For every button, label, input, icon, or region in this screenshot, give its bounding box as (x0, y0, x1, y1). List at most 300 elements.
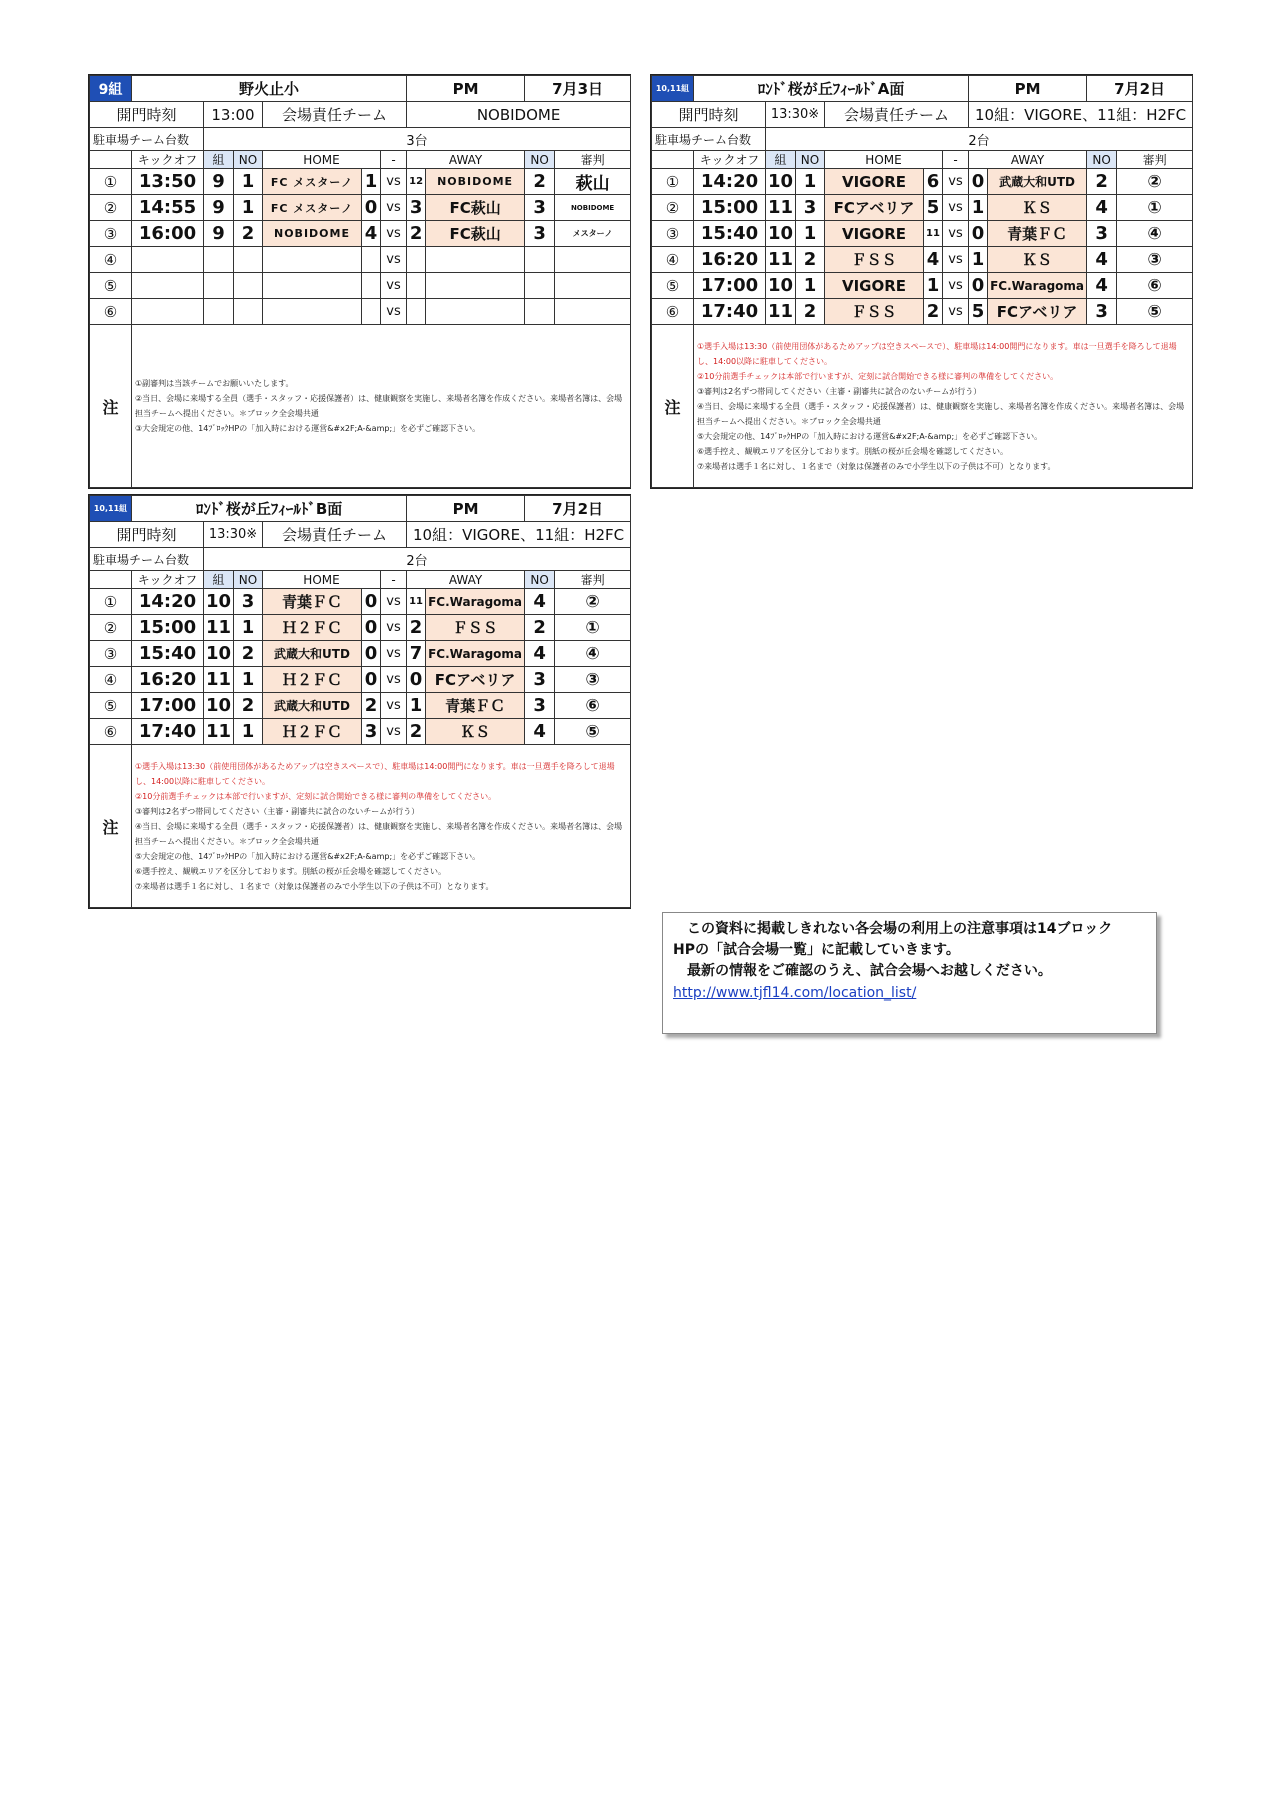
note-line: ②当日、会場に来場する全員（選手・スタッフ・応援保護者）は、健康観察を実施し、来場者名簿を作成ください。来場者名簿は、会場担当チームへ提出ください。＊ブロック全会場共通 (135, 394, 623, 418)
away-no: 4 (525, 719, 555, 745)
open-label: 開門時刻 (652, 102, 766, 128)
away-score: 1 (969, 247, 988, 273)
match-row (90, 169, 631, 195)
referee: NOBIDOME (555, 195, 631, 221)
vs-label: vs (381, 299, 407, 325)
away-score: 2 (407, 221, 426, 247)
note-line: ⑦来場者は選手１名に対し、１名まで（対象は保護者のみで小学生以下の子供は不可）となります。 (135, 881, 494, 891)
home-no: 1 (796, 169, 825, 195)
away-score: 0 (969, 273, 988, 299)
home-score: 1 (362, 169, 381, 195)
away-no: 2 (525, 169, 555, 195)
referee: メスターノ (555, 221, 631, 247)
col-no: NO (525, 151, 555, 169)
col-no: NO (525, 571, 555, 589)
referee: ⑥ (1117, 273, 1193, 299)
home-no: 2 (796, 299, 825, 325)
vs-label: vs (381, 221, 407, 247)
referee: ④ (555, 641, 631, 667)
park-label: 駐車場チーム台数 (90, 128, 204, 151)
match-number: ④ (90, 247, 132, 273)
match-row (90, 273, 631, 299)
match-row (652, 169, 1193, 195)
home-score (362, 299, 381, 325)
col-no: NO (234, 571, 263, 589)
away-no: 4 (1087, 247, 1117, 273)
referee: ① (555, 615, 631, 641)
match-number: ④ (652, 247, 694, 273)
away-no: 4 (1087, 195, 1117, 221)
col-group: 組 (204, 151, 234, 169)
match-row (652, 221, 1193, 247)
away-team: FC.Waragoma (426, 589, 525, 615)
vs-label: vs (943, 195, 969, 221)
col-group: 組 (766, 151, 796, 169)
match-number: ① (652, 169, 694, 195)
group-no: 9 (204, 169, 234, 195)
away-score: 11 (407, 589, 426, 615)
home-team: Ｈ２ＦＣ (263, 667, 362, 693)
away-team: FC萩山 (426, 221, 525, 247)
home-no: 2 (796, 247, 825, 273)
match-number: ⑥ (652, 299, 694, 325)
home-score: 0 (362, 195, 381, 221)
match-number: ⑤ (90, 693, 132, 719)
away-no (525, 247, 555, 273)
away-team: FC萩山 (426, 195, 525, 221)
home-score: 0 (362, 589, 381, 615)
home-no: 2 (234, 641, 263, 667)
notes-text (694, 325, 1193, 488)
period-label: PM (407, 496, 525, 522)
open-time: 13:00 (204, 102, 263, 128)
schedule-table (89, 75, 631, 488)
home-team (263, 273, 362, 299)
kickoff-time: 16:20 (132, 667, 204, 693)
col-no: NO (234, 151, 263, 169)
kickoff-time: 15:00 (694, 195, 766, 221)
open-label: 開門時刻 (90, 522, 204, 548)
match-row (90, 299, 631, 325)
col-blank (652, 151, 694, 169)
match-row (90, 195, 631, 221)
home-no: 1 (234, 195, 263, 221)
referee (555, 273, 631, 299)
away-score: 0 (969, 169, 988, 195)
kickoff-time: 17:00 (132, 693, 204, 719)
notice-line-3: 最新の情報をご確認のうえ、試合会場へお越しください。 (687, 963, 1052, 979)
referee: ④ (1117, 221, 1193, 247)
group-no: 11 (204, 667, 234, 693)
note-line-important: ①選手入場は13:30（前使用団体があるためアップは空きスペースで）、駐車場は14:00開門になります。車は一旦選手を降ろして退場し、14:00以降に駐車してください。 (697, 341, 1177, 366)
referee: 萩山 (555, 169, 631, 195)
note-line: ③大会規定の他、14ﾌﾞﾛｯｸHPの「加入時における運営&#x2F;A-&amp;」を必ずご確認下さい。 (135, 424, 481, 433)
match-number: ③ (652, 221, 694, 247)
col-referee: 審判 (1117, 151, 1193, 169)
kickoff-time (132, 273, 204, 299)
home-score: 5 (924, 195, 943, 221)
away-score: 0 (407, 667, 426, 693)
away-team: ＫＳ (988, 195, 1087, 221)
home-score: 4 (362, 221, 381, 247)
away-no: 3 (525, 667, 555, 693)
col-home: HOME (825, 151, 943, 169)
home-team: FC メスターノ (263, 169, 362, 195)
resp-team: 10組：VIGORE、11組：H2FC (969, 102, 1193, 128)
referee: ⑥ (555, 693, 631, 719)
vs-label: vs (381, 667, 407, 693)
notice-line-1: この資料に掲載しきれない各会場の利用上の注意事項は14ブロック (687, 921, 1113, 937)
home-score (362, 247, 381, 273)
park-count: 2台 (204, 548, 631, 571)
away-no (525, 273, 555, 299)
note-line: ③審判は2名ずつ帯同してください（主審・副審共に試合のないチームが行う） (697, 386, 982, 396)
home-score: 4 (924, 247, 943, 273)
park-label: 駐車場チーム台数 (652, 128, 766, 151)
referee: ① (1117, 195, 1193, 221)
kickoff-time (132, 299, 204, 325)
home-no: 2 (234, 693, 263, 719)
vs-label: vs (381, 719, 407, 745)
col-home: HOME (263, 151, 381, 169)
away-score: 1 (969, 195, 988, 221)
resp-label: 会場責任チーム (263, 522, 407, 548)
match-row (90, 693, 631, 719)
venue-name: ﾛﾝﾄﾞ桜が丘ﾌｨｰﾙﾄﾞB面 (132, 496, 407, 522)
resp-team: NOBIDOME (407, 102, 631, 128)
match-number: ⑥ (90, 719, 132, 745)
venue-name: ﾛﾝﾄﾞ桜が丘ﾌｨｰﾙﾄﾞA面 (694, 76, 969, 102)
match-row (90, 641, 631, 667)
away-no: 3 (525, 693, 555, 719)
col-no: NO (1087, 151, 1117, 169)
away-score: 12 (407, 169, 426, 195)
match-number: ③ (90, 221, 132, 247)
vs-label: vs (381, 589, 407, 615)
home-no: 1 (796, 221, 825, 247)
col-away: AWAY (407, 571, 525, 589)
home-score: 1 (924, 273, 943, 299)
group-no: 11 (204, 615, 234, 641)
vs-label: vs (381, 693, 407, 719)
group-no (204, 273, 234, 299)
home-team: 武蔵大和UTD (263, 641, 362, 667)
match-number: ② (90, 195, 132, 221)
col-kickoff: キックオフ (132, 151, 204, 169)
referee: ② (555, 589, 631, 615)
kickoff-time: 17:40 (694, 299, 766, 325)
kickoff-time: 13:50 (132, 169, 204, 195)
note-line-important: ①選手入場は13:30（前使用団体があるためアップは空きスペースで）、駐車場は14:00開門になります。車は一旦選手を降ろして退場し、14:00以降に駐車してください。 (135, 761, 615, 786)
away-team: 青葉ＦＣ (988, 221, 1087, 247)
col-blank (90, 151, 132, 169)
schedule-block-sakuragaoka-b (88, 494, 631, 909)
group-label: 10,11組 (90, 496, 132, 522)
home-score: 11 (924, 221, 943, 247)
home-no: 1 (234, 615, 263, 641)
kickoff-time: 16:20 (694, 247, 766, 273)
notes-text (132, 745, 631, 908)
notes-label: 注 (90, 745, 132, 908)
vs-label: vs (943, 247, 969, 273)
schedule-block-nobidome (88, 74, 631, 489)
open-label: 開門時刻 (90, 102, 204, 128)
location-list-link[interactable]: http://www.tjfl14.com/location_list/ (673, 985, 917, 1001)
open-time: 13:30※ (766, 102, 825, 128)
match-number: ② (90, 615, 132, 641)
away-team: FC.Waragoma (988, 273, 1087, 299)
home-team: VIGORE (825, 273, 924, 299)
group-no: 9 (204, 221, 234, 247)
match-number: ① (90, 589, 132, 615)
home-team: 武蔵大和UTD (263, 693, 362, 719)
schedule-table (651, 75, 1193, 488)
note-line-important: ②10分前選手チェックは本部で行いますが、定刻に試合開始できる様に審判の準備をしてください。 (697, 371, 1059, 381)
vs-label: vs (943, 273, 969, 299)
col-blank (90, 571, 132, 589)
home-no: 3 (234, 589, 263, 615)
home-score: 3 (362, 719, 381, 745)
match-number: ③ (90, 641, 132, 667)
match-row (652, 299, 1193, 325)
away-team: 青葉ＦＣ (426, 693, 525, 719)
group-no: 10 (766, 221, 796, 247)
group-no: 11 (204, 719, 234, 745)
home-score: 2 (362, 693, 381, 719)
note-line: ⑤大会規定の他、14ﾌﾞﾛｯｸHPの「加入時における運営&#x2F;A-&amp;」を必ずご確認下さい。 (135, 851, 481, 861)
col-referee: 審判 (555, 571, 631, 589)
home-score: 6 (924, 169, 943, 195)
schedule-table (89, 495, 631, 908)
away-no: 4 (525, 641, 555, 667)
away-no: 2 (525, 615, 555, 641)
home-team: FC メスターノ (263, 195, 362, 221)
col-dash: - (381, 151, 407, 169)
vs-label: vs (943, 299, 969, 325)
referee: ⑤ (555, 719, 631, 745)
group-label: 10,11組 (652, 76, 694, 102)
col-kickoff: キックオフ (694, 151, 766, 169)
referee (555, 299, 631, 325)
group-no: 10 (204, 693, 234, 719)
match-row (652, 195, 1193, 221)
group-no (204, 247, 234, 273)
home-team: 青葉ＦＣ (263, 589, 362, 615)
kickoff-time: 17:40 (132, 719, 204, 745)
match-number: ① (90, 169, 132, 195)
away-no: 3 (525, 195, 555, 221)
col-home: HOME (263, 571, 381, 589)
home-no (234, 299, 263, 325)
open-time: 13:30※ (204, 522, 263, 548)
away-team: ＫＳ (426, 719, 525, 745)
kickoff-time (132, 247, 204, 273)
home-no: 1 (234, 667, 263, 693)
kickoff-time: 14:20 (694, 169, 766, 195)
home-team: ＦＳＳ (825, 299, 924, 325)
vs-label: vs (381, 273, 407, 299)
away-score: 2 (407, 719, 426, 745)
vs-label: vs (943, 221, 969, 247)
home-no: 1 (234, 719, 263, 745)
notes-label: 注 (90, 325, 132, 488)
group-no: 9 (204, 195, 234, 221)
note-line-important: ②10分前選手チェックは本部で行いますが、定刻に試合開始できる様に審判の準備をしてください。 (135, 791, 497, 801)
away-team: NOBIDOME (426, 169, 525, 195)
match-number: ⑤ (652, 273, 694, 299)
park-label: 駐車場チーム台数 (90, 548, 204, 571)
away-team (426, 299, 525, 325)
park-count: 3台 (204, 128, 631, 151)
home-team (263, 247, 362, 273)
note-line: ⑦来場者は選手１名に対し、１名まで（対象は保護者のみで小学生以下の子供は不可）となります。 (697, 461, 1056, 471)
col-dash: - (943, 151, 969, 169)
note-line: ①副審判は当該チームでお願いいたします。 (135, 379, 294, 388)
home-no (234, 273, 263, 299)
group-no: 10 (766, 169, 796, 195)
away-team: FCアベリア (426, 667, 525, 693)
vs-label: vs (381, 169, 407, 195)
col-no: NO (796, 151, 825, 169)
vs-label: vs (381, 195, 407, 221)
home-no: 2 (234, 221, 263, 247)
date-label: 7月3日 (525, 76, 631, 102)
match-number: ⑤ (90, 273, 132, 299)
resp-team: 10組：VIGORE、11組：H2FC (407, 522, 631, 548)
vs-label: vs (381, 641, 407, 667)
notes-label: 注 (652, 325, 694, 488)
home-no: 1 (796, 273, 825, 299)
away-score (407, 273, 426, 299)
referee (555, 247, 631, 273)
home-score (362, 273, 381, 299)
away-score: 1 (407, 693, 426, 719)
group-no (204, 299, 234, 325)
away-team (426, 247, 525, 273)
away-no: 4 (525, 589, 555, 615)
match-row (652, 273, 1193, 299)
vs-label: vs (381, 247, 407, 273)
away-score (407, 299, 426, 325)
away-no: 3 (1087, 299, 1117, 325)
group-no: 10 (204, 589, 234, 615)
group-no: 10 (204, 641, 234, 667)
match-row (652, 247, 1193, 273)
group-no: 11 (766, 247, 796, 273)
match-row (90, 719, 631, 745)
match-number: ⑥ (90, 299, 132, 325)
period-label: PM (969, 76, 1087, 102)
referee: ⑤ (1117, 299, 1193, 325)
group-no: 11 (766, 195, 796, 221)
away-score: 0 (969, 221, 988, 247)
home-team: Ｈ２ＦＣ (263, 719, 362, 745)
away-team (426, 273, 525, 299)
match-row (90, 615, 631, 641)
match-row (90, 589, 631, 615)
group-label: 9組 (90, 76, 132, 102)
note-line: ⑤大会規定の他、14ﾌﾞﾛｯｸHPの「加入時における運営&#x2F;A-&amp;」を必ずご確認下さい。 (697, 431, 1043, 441)
note-line: ④当日、会場に来場する全員（選手・スタッフ・応援保護者）は、健康観察を実施し、来場者名簿を作成ください。来場者名簿は、会場担当チームへ提出ください。＊ブロック全会場共通 (135, 821, 623, 846)
resp-label: 会場責任チーム (825, 102, 969, 128)
kickoff-time: 14:20 (132, 589, 204, 615)
col-group: 組 (204, 571, 234, 589)
away-no: 4 (1087, 273, 1117, 299)
period-label: PM (407, 76, 525, 102)
match-number: ④ (90, 667, 132, 693)
kickoff-time: 15:40 (694, 221, 766, 247)
kickoff-time: 16:00 (132, 221, 204, 247)
away-team: FC.Waragoma (426, 641, 525, 667)
notice-box (662, 912, 1157, 1034)
home-team: VIGORE (825, 221, 924, 247)
note-line: ④当日、会場に来場する全員（選手・スタッフ・応援保護者）は、健康観察を実施し、来場者名簿を作成ください。来場者名簿は、会場担当チームへ提出ください。＊ブロック全会場共通 (697, 401, 1185, 426)
referee: ③ (1117, 247, 1193, 273)
vs-label: vs (943, 169, 969, 195)
notes-text (132, 325, 631, 488)
away-score: 3 (407, 195, 426, 221)
away-score: 2 (407, 615, 426, 641)
vs-label: vs (381, 615, 407, 641)
away-no: 3 (525, 221, 555, 247)
col-dash: - (381, 571, 407, 589)
away-no (525, 299, 555, 325)
match-number: ② (652, 195, 694, 221)
away-score: 5 (969, 299, 988, 325)
home-score: 2 (924, 299, 943, 325)
note-line: ③審判は2名ずつ帯同してください（主審・副審共に試合のないチームが行う） (135, 806, 420, 816)
away-no: 3 (1087, 221, 1117, 247)
notice-line-2: HPの「試合会場一覧」に記載していきます。 (673, 942, 960, 958)
col-referee: 審判 (555, 151, 631, 169)
note-line: ⑥選手控え、観戦エリアを区分しております。別紙の桜が丘会場を確認してください。 (135, 866, 447, 876)
group-no: 10 (766, 273, 796, 299)
match-row (90, 221, 631, 247)
venue-name: 野火止小 (132, 76, 407, 102)
referee: ③ (555, 667, 631, 693)
home-no (234, 247, 263, 273)
home-score: 0 (362, 641, 381, 667)
kickoff-time: 17:00 (694, 273, 766, 299)
kickoff-time: 15:40 (132, 641, 204, 667)
home-score: 0 (362, 667, 381, 693)
away-score: 7 (407, 641, 426, 667)
away-team: 武蔵大和UTD (988, 169, 1087, 195)
referee: ② (1117, 169, 1193, 195)
home-no: 1 (234, 169, 263, 195)
away-score (407, 247, 426, 273)
home-team: FCアベリア (825, 195, 924, 221)
away-team: ＫＳ (988, 247, 1087, 273)
home-team: VIGORE (825, 169, 924, 195)
date-label: 7月2日 (1087, 76, 1193, 102)
match-row (90, 667, 631, 693)
col-kickoff: キックオフ (132, 571, 204, 589)
note-line: ⑥選手控え、観戦エリアを区分しております。別紙の桜が丘会場を確認してください。 (697, 446, 1009, 456)
date-label: 7月2日 (525, 496, 631, 522)
away-no: 2 (1087, 169, 1117, 195)
col-away: AWAY (969, 151, 1087, 169)
col-away: AWAY (407, 151, 525, 169)
home-score: 0 (362, 615, 381, 641)
resp-label: 会場責任チーム (263, 102, 407, 128)
away-team: FCアベリア (988, 299, 1087, 325)
kickoff-time: 15:00 (132, 615, 204, 641)
group-no: 11 (766, 299, 796, 325)
home-team (263, 299, 362, 325)
home-team: ＦＳＳ (825, 247, 924, 273)
home-team: Ｈ２ＦＣ (263, 615, 362, 641)
